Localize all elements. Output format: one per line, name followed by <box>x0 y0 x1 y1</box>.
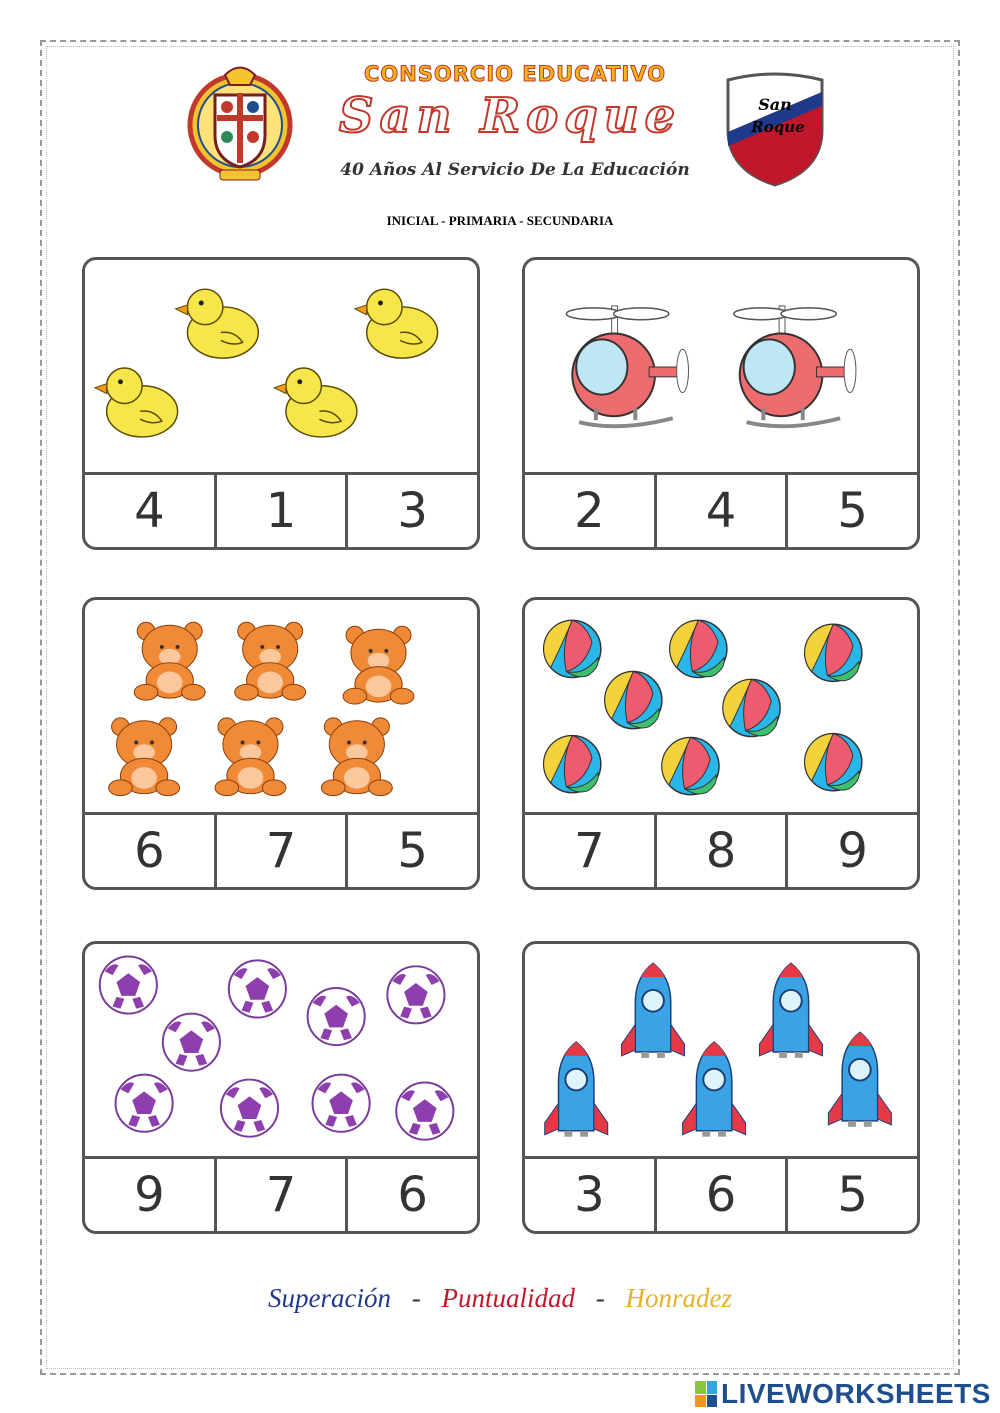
answer-option[interactable]: 5 <box>785 475 917 547</box>
beach-balls-picture <box>525 600 917 815</box>
counting-card-soccer-balls <box>82 941 480 1234</box>
answer-option[interactable]: 7 <box>214 815 346 887</box>
answer-option[interactable]: 6 <box>345 1159 477 1231</box>
counting-card-rockets <box>522 941 920 1234</box>
answer-options <box>525 812 917 887</box>
answer-option[interactable]: 4 <box>654 475 786 547</box>
value-superacion: Superación <box>268 1283 391 1313</box>
answer-option[interactable]: 5 <box>785 1159 917 1231</box>
liveworksheets-logo-icon <box>695 1381 717 1407</box>
answer-options <box>85 812 477 887</box>
rockets-picture <box>525 944 917 1159</box>
consortium-title: CONSORCIO EDUCATIVO <box>363 62 667 86</box>
counting-card-helicopters <box>522 257 920 550</box>
ducks-picture <box>85 260 477 475</box>
brand-name: LIVEWORKSHEETS <box>721 1378 991 1409</box>
answer-option[interactable]: 2 <box>574 483 605 539</box>
answer-option[interactable]: 7 <box>574 823 605 879</box>
answer-option[interactable]: 6 <box>654 1159 786 1231</box>
answer-options <box>85 472 477 547</box>
answer-option[interactable]: 9 <box>785 815 917 887</box>
answer-option[interactable]: 3 <box>345 475 477 547</box>
school-tagline: 40 Años Al Servicio De La Educación <box>340 160 690 180</box>
answer-option[interactable]: 7 <box>214 1159 346 1231</box>
answer-options <box>525 1156 917 1231</box>
counting-card-beach-balls <box>522 597 920 890</box>
svg-text:Roque: Roque <box>751 118 805 136</box>
teddy-bears-picture <box>85 600 477 815</box>
answer-option[interactable]: 1 <box>214 475 346 547</box>
soccer-balls-picture <box>85 944 477 1159</box>
school-values <box>0 1283 1000 1314</box>
helicopters-picture <box>525 260 917 475</box>
answer-option[interactable]: 6 <box>134 823 165 879</box>
value-puntualidad: Puntualidad <box>441 1283 575 1313</box>
answer-options <box>525 472 917 547</box>
value-honradez: Honradez <box>625 1283 732 1313</box>
school-crest-logo <box>185 55 295 195</box>
separator: - <box>411 1283 421 1313</box>
answer-option[interactable]: 4 <box>134 483 165 539</box>
answer-option[interactable]: 5 <box>345 815 477 887</box>
answer-option[interactable]: 8 <box>654 815 786 887</box>
answer-option[interactable]: 9 <box>134 1167 165 1223</box>
school-levels: INICIAL - PRIMARIA - SECUNDARIA <box>386 213 614 228</box>
liveworksheets-brand[interactable] <box>695 1378 991 1410</box>
school-name: San Roque <box>338 88 682 144</box>
separator: - <box>595 1283 605 1313</box>
answer-option[interactable]: 3 <box>574 1167 605 1223</box>
counting-card-teddy-bears <box>82 597 480 890</box>
answer-options <box>85 1156 477 1231</box>
svg-text:San: San <box>758 95 792 114</box>
counting-card-ducks <box>82 257 480 550</box>
school-shield-logo <box>720 72 830 187</box>
